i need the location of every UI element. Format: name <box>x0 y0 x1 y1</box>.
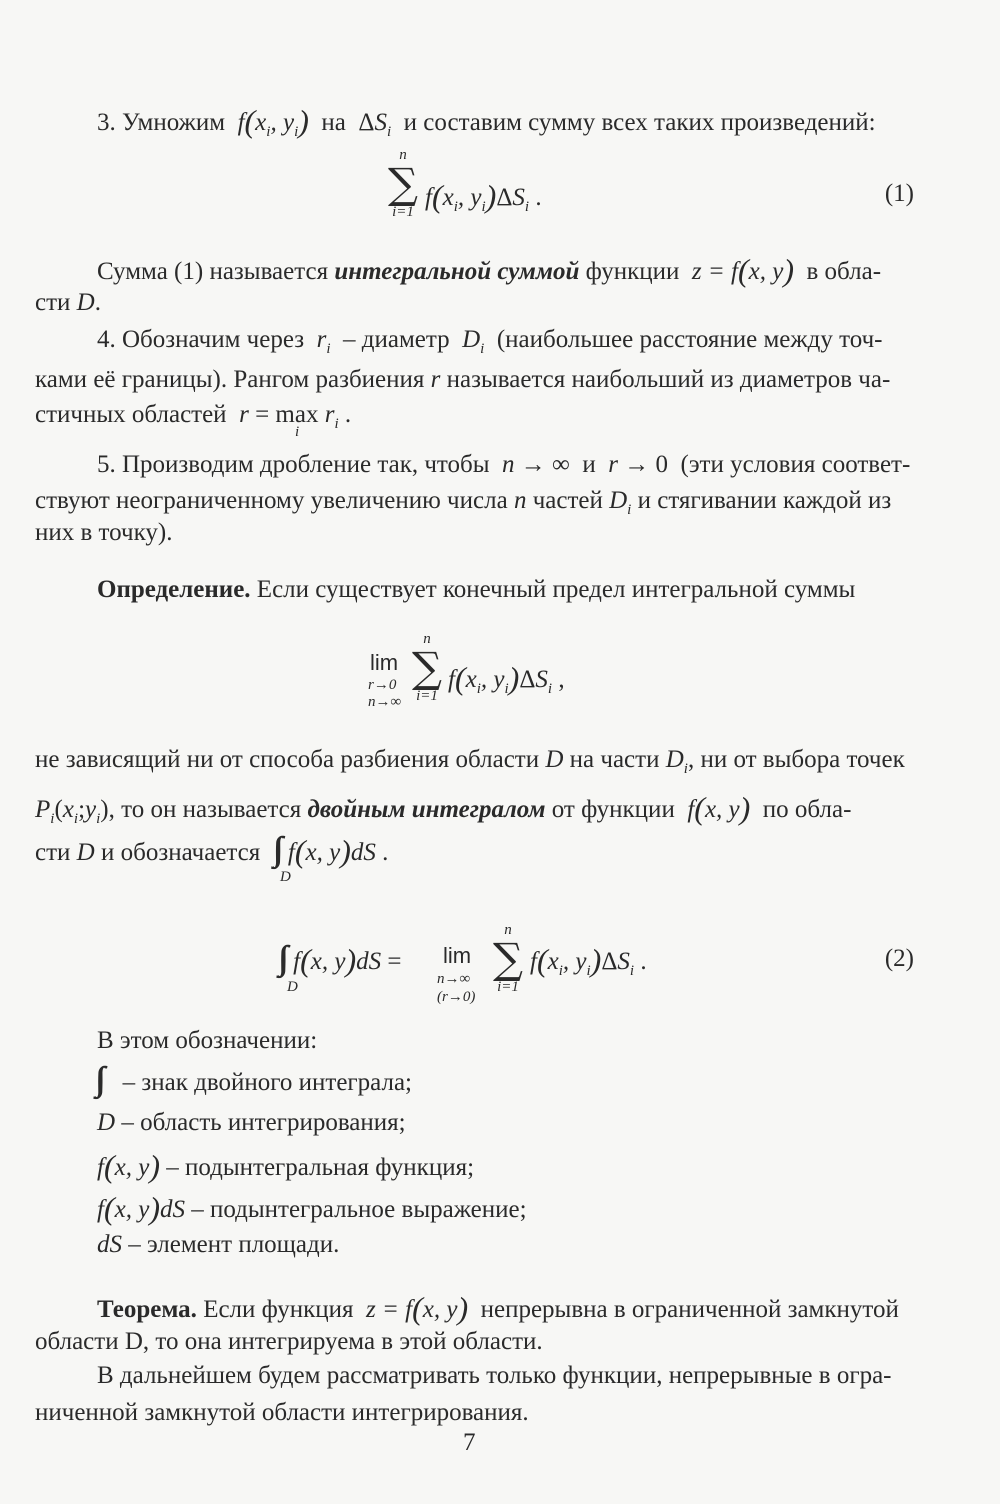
definition-after-line2: $P_i(x_i;y_i)$, то он называется двойным интегралом от функции f(x, y) по обла- <box>35 790 852 827</box>
item5-text-c: (эти условия соответ- <box>680 451 911 478</box>
item4-text-a: 4. Обозначим через <box>97 326 305 353</box>
definition-after-line3: сти D и обозначается ∫∫ f(x, y)dS . <box>35 831 389 869</box>
eq1-number: (1) <box>884 180 914 207</box>
formula-z-f-xy: z = f(x, y) <box>691 252 794 288</box>
def-after3-a: сти <box>35 839 71 866</box>
item5-line3: них в точку). <box>35 519 173 546</box>
notation-item-function: f(x, y) – подынтегральная функция; <box>97 1148 475 1184</box>
def-after3-b: и обозначается <box>100 839 261 866</box>
sum-def-line1 <box>97 252 882 288</box>
definition-line <box>97 577 855 602</box>
eq1-body: $f(x_i$, $y_i)\Delta S_i$ . <box>425 178 542 215</box>
item4-line2: ками её границы). Рангом разбиения r называется наибольший из диаметров ча- <box>35 366 891 393</box>
definition-after-line1: не зависящий ни от способа разбиения области D на части $D_i$, ни от выбора точек <box>35 746 905 777</box>
theorem-text-a: Если функция <box>203 1296 354 1323</box>
sum-def-text-b: функции <box>585 258 680 285</box>
notation-item-text: – подынтегральная функция; <box>166 1154 475 1181</box>
lim-conditions: r→0 n→∞ <box>368 677 402 710</box>
def-after1-c: , ни от выбора точек <box>687 746 905 773</box>
notation-item-domain: D – область интегрирования; <box>97 1109 406 1136</box>
item4-text-b: – диаметр <box>343 326 450 353</box>
page-number: 7 <box>463 1429 476 1456</box>
item5-text-a: 5. Производим дробление так, чтобы <box>97 451 490 478</box>
closing-line2: ниченной замкнутой области интегрирования. <box>35 1399 529 1426</box>
item4-line3: стичных областей $r = \max r_i$ . <box>35 401 352 432</box>
lim-body: $f(x_i$, $y_i)\Delta S_i$ , <box>448 660 565 697</box>
sum-def-line2: сти D. <box>35 289 101 316</box>
integral-domain-label: D <box>280 869 291 885</box>
sum-def-text-c: в обла- <box>806 258 882 285</box>
item5-line2-a: ствуют неограниченному увеличению числа <box>35 487 508 514</box>
def-after1-b: на части <box>569 746 660 773</box>
item4-text-c: (наибольшее расстояние между точ- <box>496 326 883 353</box>
sum-def-text-a: Сумма (1) называется <box>97 258 329 285</box>
eq2-lim: lim <box>443 943 472 968</box>
term-double-integral: двойным интегралом <box>307 796 546 823</box>
notation-item-text: – элемент площади. <box>128 1231 340 1258</box>
notation-item-element: dS – элемент площади. <box>97 1231 340 1258</box>
item3-suffix: и составим сумму всех таких произведений: <box>403 109 876 136</box>
def-after2-b: от функции <box>551 796 675 823</box>
item4-line1: 4. Обозначим через $r_i$ – диаметр $D_i$ (наибольшее расстояние между точ- <box>97 326 883 357</box>
term-integral-sum: интегральной суммой <box>334 258 580 285</box>
item3-prefix: 3. Умножим <box>97 109 226 136</box>
def-after1-a: не зависящий ни от способа разбиения области <box>35 746 540 773</box>
item5-line2-b: частей <box>532 487 603 514</box>
eq2-body: $f(x_i$, $y_i)\Delta S_i$ . <box>530 942 647 979</box>
notation-item-expression: f(x, y)dS – подынтегральное выражение; <box>97 1190 527 1226</box>
eq1-sigma: n ∑ i=1 <box>388 147 418 220</box>
sum-def-line2-text: сти <box>35 289 71 316</box>
item4-line2-a: ками её границы). Рангом разбиения <box>35 366 425 393</box>
item4-line2-b: называется наибольший из диаметров ча- <box>446 366 891 393</box>
item3-line <box>97 103 876 140</box>
item5-line2-c: и стягивании каждой из <box>637 487 892 514</box>
closing-line1: В дальнейшем будем рассматривать только функции, непрерывные в огра- <box>97 1362 892 1389</box>
theorem-label: Теорема. <box>97 1296 197 1323</box>
def-after2-c: по обла- <box>762 796 852 823</box>
notation-item-integral: ∫∫ – знак двойного интеграла; <box>95 1061 412 1098</box>
notation-intro: В этом обозначении: <box>97 1027 318 1054</box>
eq2-lhs: ∫∫ f(x, y)dS = <box>278 940 402 978</box>
max-subscript: i <box>295 424 300 440</box>
notation-item-text: – подынтегральное выражение; <box>191 1196 527 1223</box>
formula-delta-si: $\Delta S_i$ <box>358 109 392 140</box>
lim-sigma: n ∑ i=1 <box>412 631 442 704</box>
lim-word: lim <box>370 650 399 675</box>
def-after2-a: , то он называется <box>108 796 302 823</box>
item5-text-b: и <box>582 451 596 478</box>
theorem-line1: Теорема. Если функция z = f(x, y) непрерывна в ограниченной замкнутой <box>97 1290 899 1326</box>
notation-item-text: – область интегрирования; <box>121 1109 406 1136</box>
definition-label: Определение. <box>97 576 251 603</box>
notation-item-text: – знак двойного интеграла; <box>122 1069 412 1096</box>
definition-text: Если существует конечный предел интегральной суммы <box>256 576 856 603</box>
eq2-lim-conditions: n→∞ (r→0) <box>437 971 476 1005</box>
theorem-text-b: непрерывна в ограниченной замкнутой <box>480 1296 899 1323</box>
formula-f-xi-yi: $f(x_i$, $y_i$) <box>237 103 309 140</box>
item4-line3-text: стичных областей <box>35 401 227 428</box>
eq2-sigma: n ∑ i=1 <box>493 922 523 995</box>
item5-line1: 5. Производим дробление так, чтобы n → ∞ и r → 0 (эти условия соответ- <box>97 451 911 478</box>
item5-line2: ствуют неограниченному увеличению числа n частей $D_i$ и стягивании каждой из <box>35 487 892 518</box>
item3-mid: на <box>321 109 346 136</box>
eq2-number: (2) <box>884 945 914 972</box>
eq2-domain: D <box>287 979 298 995</box>
theorem-line2: области D, то она интегрируема в этой области. <box>35 1328 543 1355</box>
